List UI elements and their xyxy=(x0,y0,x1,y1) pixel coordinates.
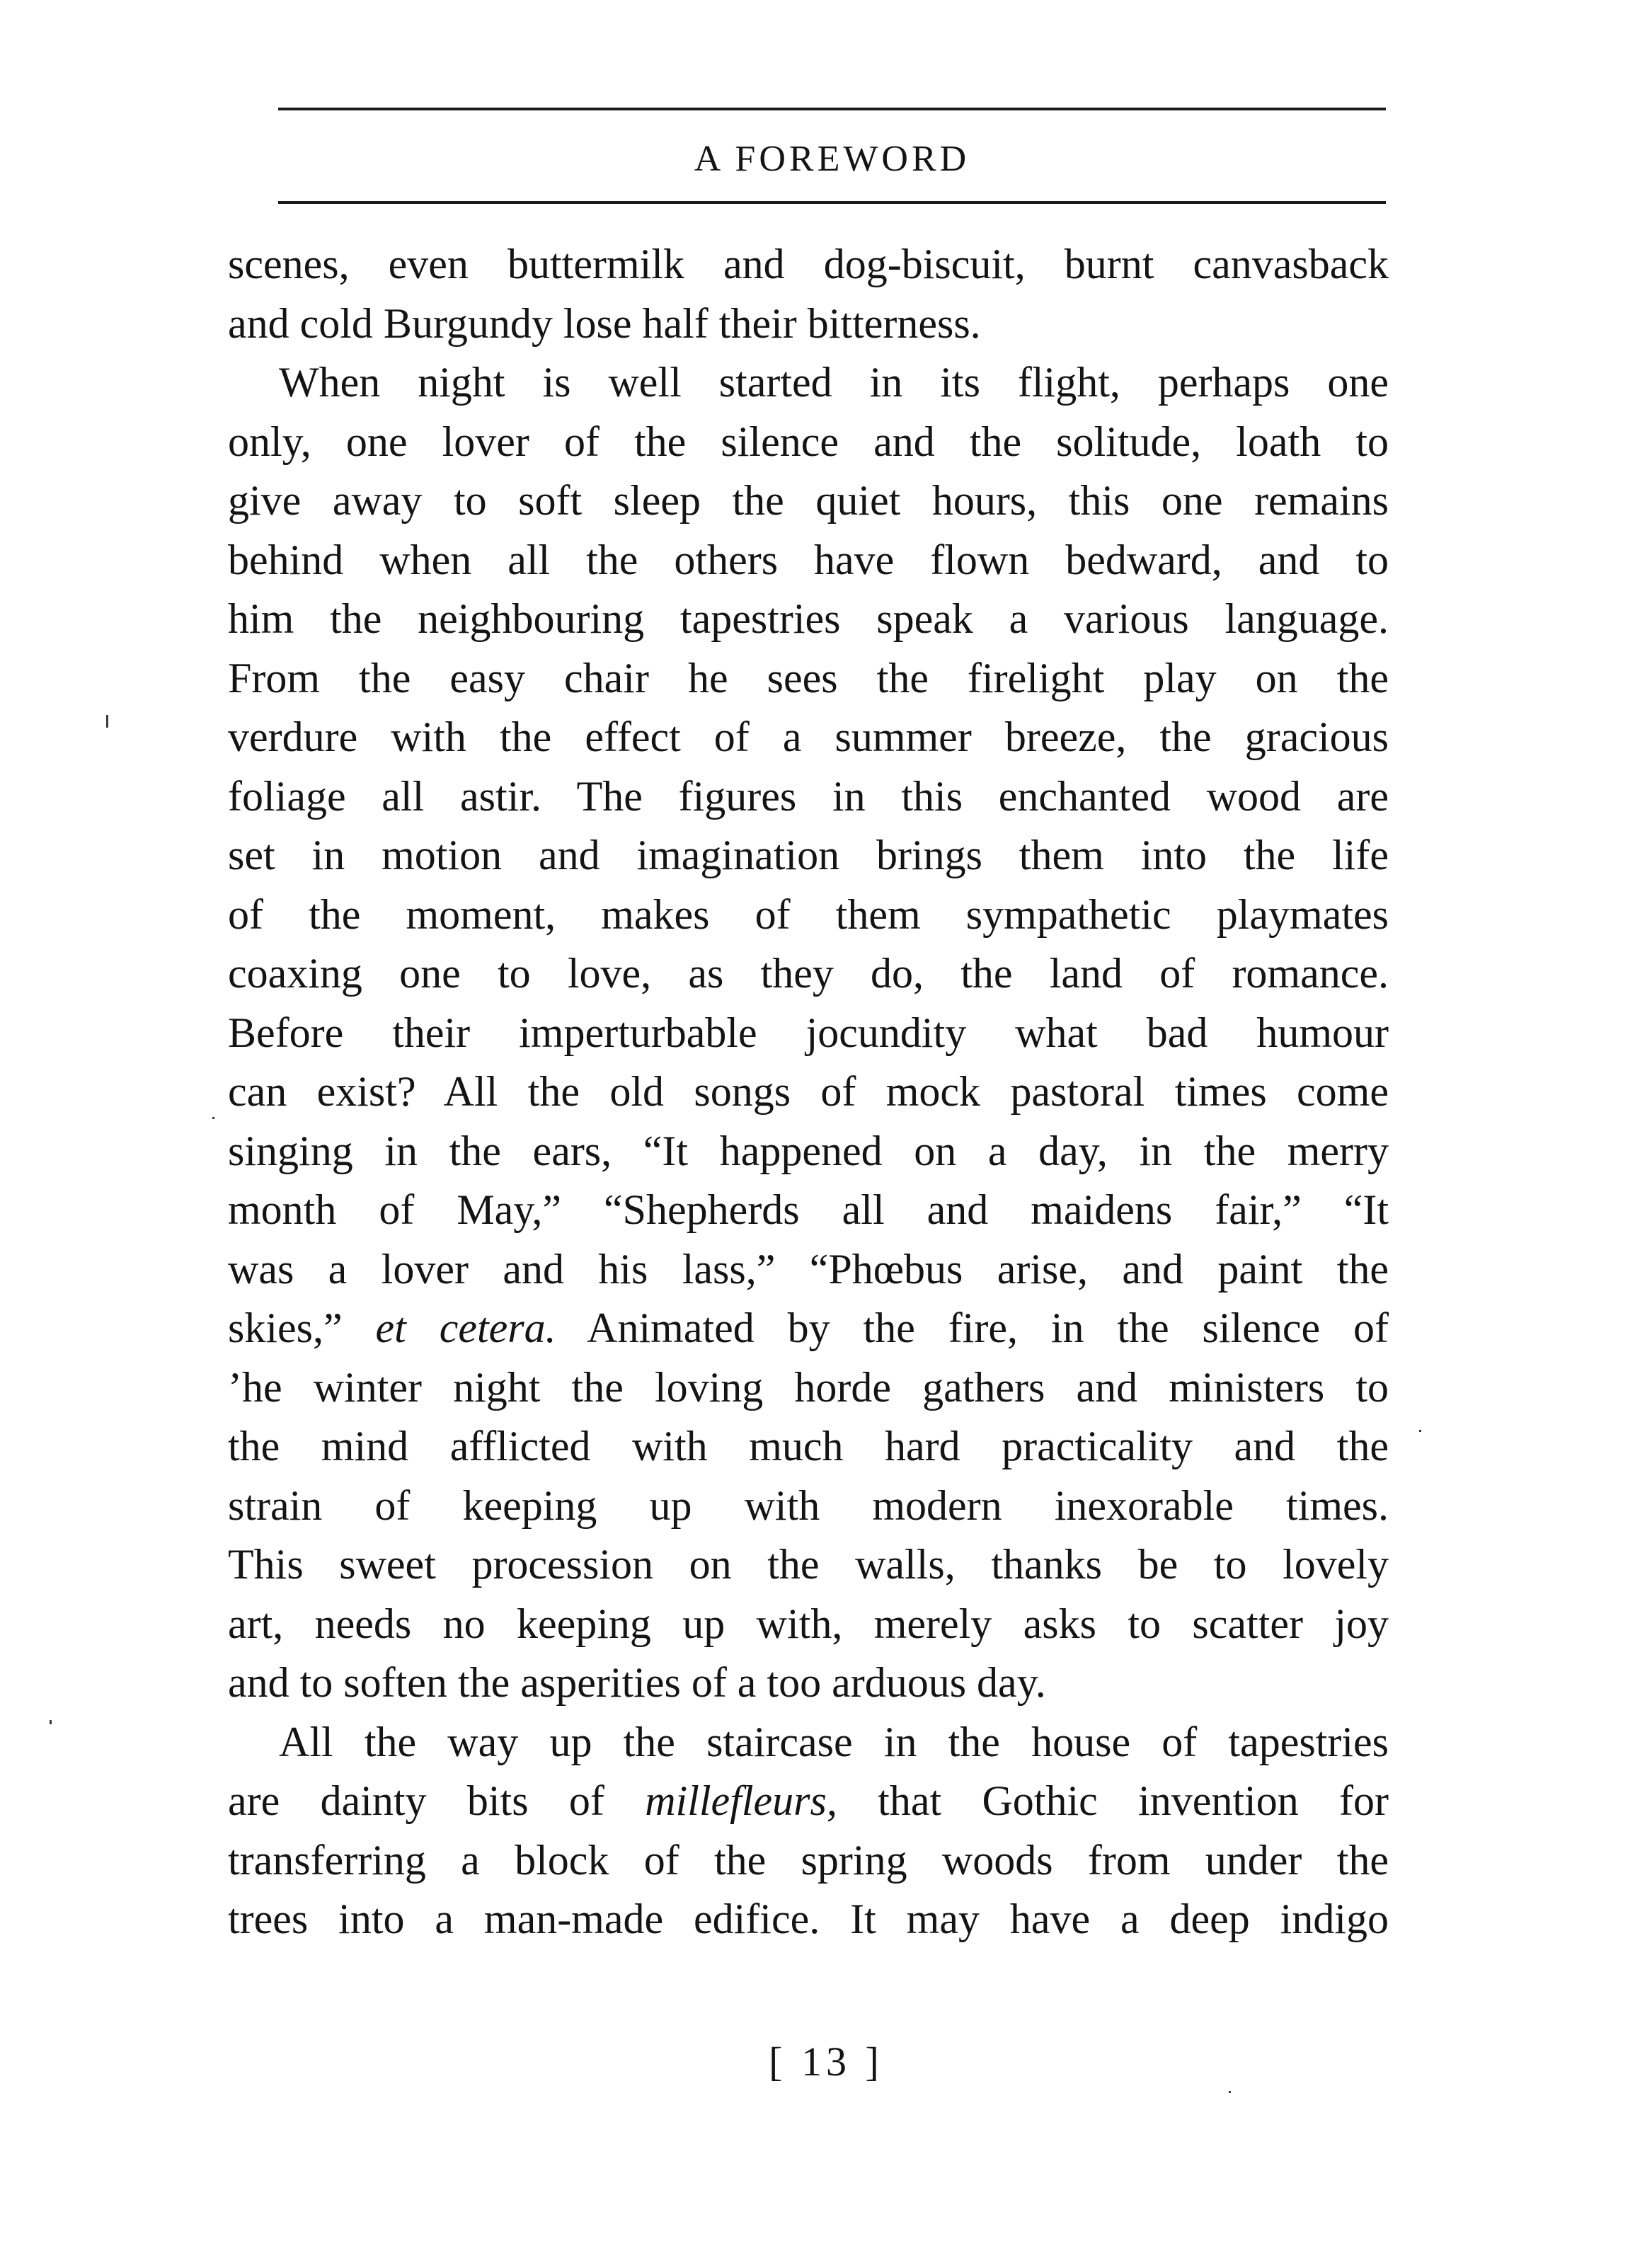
text-fragment: that Gothic invention for xyxy=(837,1777,1389,1824)
scan-speck xyxy=(50,1720,52,1724)
scan-speck xyxy=(1419,1430,1421,1432)
text-line: scenes, even buttermilk and dog-biscuit, burnt canvasback xyxy=(228,241,1389,287)
body-text xyxy=(228,235,1389,1949)
text-line: and to soften the asperities of a too arduous day. xyxy=(228,1659,1046,1706)
page-number: [ 13 ] xyxy=(769,2039,883,2085)
italic-phrase: et cetera. xyxy=(375,1305,556,1351)
text-line: This sweet procession on the walls, thanks be to lovely xyxy=(228,1541,1389,1588)
text-line: was a lover and his lass,” “Phœbus arise, and paint the xyxy=(228,1245,1389,1293)
text-line: art, needs no keeping up with, merely asks to scatter joy xyxy=(228,1600,1389,1647)
header-rule-bottom xyxy=(278,201,1386,204)
text-line-mixed xyxy=(228,1299,1389,1358)
paragraph-2 xyxy=(228,353,1389,1713)
text-line: him the neighbouring tapestries speak a various language. xyxy=(228,595,1389,642)
text-line: ’he winter night the loving horde gathers and ministers to xyxy=(228,1363,1389,1411)
text-fragment: Animated by the fire, in the silence of xyxy=(556,1305,1389,1351)
text-line: strain of keeping up with modern inexorable times. xyxy=(228,1481,1389,1529)
text-line: verdure with the effect of a summer breeze, the gracious xyxy=(228,713,1389,760)
scan-speck xyxy=(1229,2091,1231,2093)
text-line: and cold Burgundy lose half their bitterness. xyxy=(228,299,981,347)
paragraph-3 xyxy=(228,1713,1389,1949)
text-line: the mind afflicted with much hard practicality and the xyxy=(228,1423,1389,1469)
text-line: foliage all astir. The figures in this enchanted wood are xyxy=(228,772,1389,820)
text-line: When night is well started in its flight, perhaps one xyxy=(279,359,1389,406)
text-fragment: skies,” xyxy=(228,1305,343,1351)
text-line: give away to soft sleep the quiet hours, this one remains xyxy=(228,477,1389,524)
text-line: only, one lover of the silence and the solitude, loath to xyxy=(228,418,1389,465)
text-line: singing in the ears, “It happened on a day, in the merry xyxy=(228,1127,1389,1174)
text-fragment: are dainty bits of xyxy=(228,1777,604,1824)
header-rule-top xyxy=(278,108,1386,110)
paragraph-1 xyxy=(228,235,1389,353)
text-line: set in motion and imagination brings them into the life xyxy=(228,832,1389,878)
scan-speck xyxy=(212,1117,214,1119)
text-line: Before their imperturbable jocundity what bad humour xyxy=(228,1009,1389,1056)
text-line: of the moment, makes of them sympathetic playmates xyxy=(228,890,1389,938)
text-line: trees into a man-made edifice. It may have a deep indigo xyxy=(228,1896,1389,1942)
text-line: transferring a block of the spring woods from under the xyxy=(228,1836,1389,1884)
running-head: A FOREWORD xyxy=(694,139,970,179)
text-line-mixed xyxy=(228,1772,1389,1831)
scan-speck xyxy=(106,715,108,728)
text-line: From the easy chair he sees the firelight play on the xyxy=(228,654,1389,701)
text-line: All the way up the staircase in the house of tapestries xyxy=(279,1718,1389,1765)
text-line: can exist? All the old songs of mock pastoral times come xyxy=(228,1068,1389,1115)
text-line: month of May,” “Shepherds all and maidens fair,” “It xyxy=(228,1186,1389,1233)
text-line: coaxing one to love, as they do, the land of romance. xyxy=(228,950,1389,997)
text-line: behind when all the others have flown bedward, and to xyxy=(228,536,1389,583)
italic-phrase: millefleurs, xyxy=(645,1777,837,1824)
